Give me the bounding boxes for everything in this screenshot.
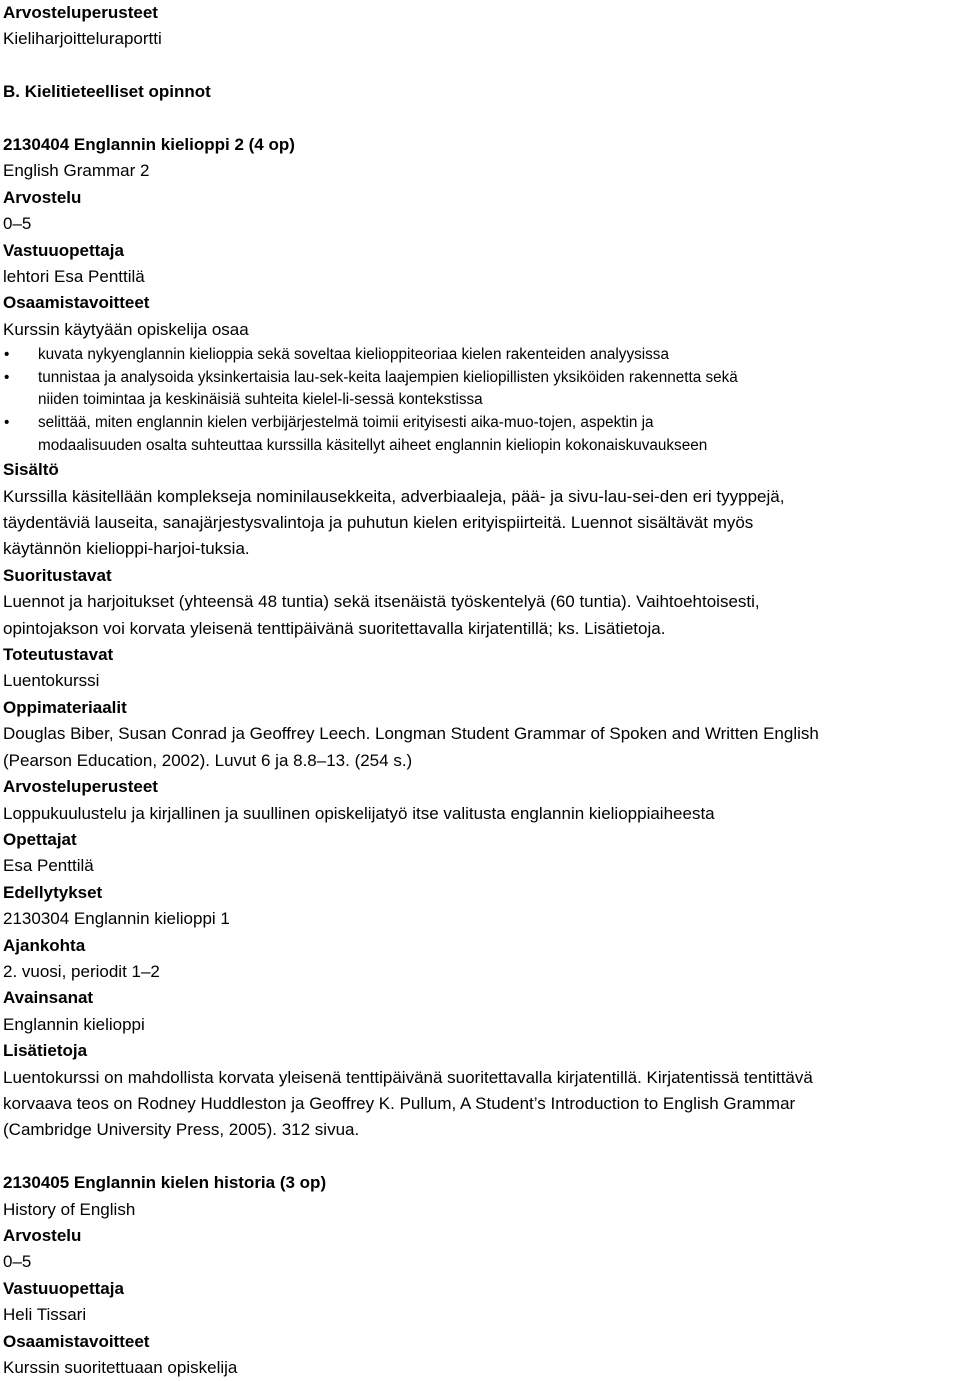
goal-item: [3, 412, 958, 457]
field-label-osaamistavoitteet: Osaamistavoitteet: [3, 1331, 150, 1351]
document-page: [3, 0, 958, 1381]
course-title: 2130404 Englannin kielioppi 2 (4 op): [3, 135, 295, 154]
field-value-arvostelu: 0–5: [3, 214, 32, 234]
field-value-vastuuopettaja: Heli Tissari: [3, 1305, 87, 1325]
spacer: [3, 106, 958, 132]
field-value-lisatietoja-line: Luentokurssi on mahdollista korvata yleisenä tenttipäivänä suoritettavalla kirjatentillä. Kirjatentissä tentittävä: [3, 1067, 813, 1087]
goal-line: niiden toimintaa ja keskinäisiä suhteita kielel-li-sessä kontekstissa: [38, 391, 483, 409]
field-value-sisalto-line: täydentäviä lauseita, sanajärjestysvalintoja ja puhutun kielen erityispiirteitä. Luennot sisältävät myös: [3, 513, 754, 533]
field-label-opettajat: Opettajat: [3, 829, 77, 849]
goal-line: kuvata nykyenglannin kielioppia sekä soveltaa kielioppiteoriaa kielen rakenteiden analyysissa: [38, 346, 669, 364]
course-title: 2130405 Englannin kielen historia (3 op): [3, 1173, 327, 1193]
field-value-lisatietoja-line: (Cambridge University Press, 2005). 312 sivua.: [3, 1120, 360, 1140]
goal-item: [3, 344, 958, 367]
field-value-lisatietoja-line: korvaava teos on Rodney Huddleston ja Geoffrey K. Pullum, A Student’s Introduction to English Grammar: [3, 1093, 796, 1113]
goals-list: [3, 344, 958, 457]
field-value-opettajat: Esa Penttilä: [3, 856, 94, 876]
field-label-vastuuopettaja: Vastuuopettaja: [3, 240, 124, 260]
goal-line: selittää, miten englannin kielen verbijärjestelmä toimii erityisesti aika-muo-tojen, aspektin ja: [38, 414, 654, 432]
part-title: B. Kielitieteelliset opinnot: [3, 82, 211, 102]
field-value-edellytykset: 2130304 Englannin kielioppi 1: [3, 909, 230, 929]
field-value-oppimateriaalit-line: Douglas Biber, Susan Conrad ja Geoffrey Leech. Longman Student Grammar of Spoken and Written English: [3, 724, 819, 744]
field-value-sisalto-line: Kurssilla käsitellään komplekseja nominilausekkeita, adverbiaaleja, pää- ja sivu-lau-sei-den eri tyyppejä,: [3, 486, 785, 506]
course-subtitle: English Grammar 2: [3, 161, 150, 181]
field-label-suoritustavat: Suoritustavat: [3, 565, 112, 585]
bullet-icon: •: [4, 414, 10, 432]
field-value-suoritustavat-line: opintojakson voi korvata yleisenä tenttipäivänä suoritettavalla kirjatentillä; ks. Lisätietoja.: [3, 618, 666, 638]
field-value-sisalto-line: käytännön kielioppi-harjoi-tuksia.: [3, 539, 250, 559]
field-label-arvosteluperusteet: Arvosteluperusteet: [3, 777, 158, 797]
field-label-lisatietoja: Lisätietoja: [3, 1041, 88, 1061]
field-label-arvostelu: Arvostelu: [3, 187, 82, 207]
field-label-oppimateriaalit: Oppimateriaalit: [3, 697, 127, 717]
field-label-vastuuopettaja: Vastuuopettaja: [3, 1278, 124, 1298]
bullet-icon: •: [4, 368, 10, 386]
course-subtitle: History of English: [3, 1199, 136, 1219]
field-value-osaamistavoitteet-intro: Kurssin suoritettuaan opiskelija: [3, 1358, 238, 1378]
field-label-edellytykset: Edellytykset: [3, 882, 103, 902]
field-value-suoritustavat-line: Luennot ja harjoitukset (yhteensä 48 tuntia) sekä itsenäistä työskentelyä (60 tuntia). Vaihtoehtoisesti,: [3, 592, 760, 612]
field-label-osaamistavoitteet: Osaamistavoitteet: [3, 293, 150, 313]
spacer: [3, 1144, 958, 1170]
spacer: [3, 53, 958, 79]
field-label-arvostelu: Arvostelu: [3, 1225, 82, 1245]
goal-line: tunnistaa ja analysoida yksinkertaisia lau-sek-keita laajempien kieliopillisten yksiköiden rakennetta sekä: [38, 368, 738, 386]
section-value-arvosteluperusteet: Kieliharjoitteluraportti: [3, 29, 162, 49]
field-value-toteutustavat: Luentokurssi: [3, 671, 100, 691]
field-label-ajankohta: Ajankohta: [3, 935, 86, 955]
field-value-osaamistavoitteet-intro: Kurssin käytyään opiskelija osaa: [3, 319, 249, 339]
field-value-arvostelu: 0–5: [3, 1252, 32, 1272]
section-label-arvosteluperusteet: Arvosteluperusteet: [3, 3, 158, 22]
field-value-ajankohta: 2. vuosi, periodit 1–2: [3, 961, 160, 981]
field-label-avainsanat: Avainsanat: [3, 988, 94, 1008]
field-value-vastuuopettaja: lehtori Esa Penttilä: [3, 267, 145, 287]
bullet-icon: •: [4, 346, 10, 364]
field-label-toteutustavat: Toteutustavat: [3, 645, 114, 665]
field-value-avainsanat: Englannin kielioppi: [3, 1014, 145, 1034]
field-value-oppimateriaalit-line: (Pearson Education, 2002). Luvut 6 ja 8.8–13. (254 s.): [3, 750, 413, 770]
goal-item: [3, 367, 958, 412]
goal-line: modaalisuuden osalta suhteuttaa kurssilla käsitellyt aiheet englannin kieliopin kokonaiskuvaukseen: [38, 436, 708, 454]
field-value-arvosteluperusteet: Loppukuulustelu ja kirjallinen ja suullinen opiskelijatyö itse valitusta englannin kielioppiaiheesta: [3, 803, 715, 823]
field-label-sisalto: Sisältö: [3, 460, 59, 480]
